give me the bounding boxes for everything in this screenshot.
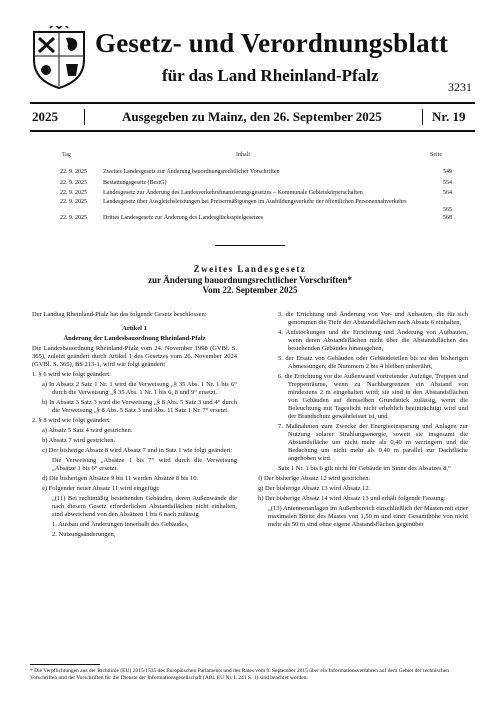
toc-row[interactable] (60, 180, 452, 188)
divider (84, 109, 85, 125)
toc-row[interactable] (60, 190, 452, 198)
list-item: Die Verweisung „Absätze 1 bis 7“ wird durch die Verweisung „Absätze 1 bis 6“ ersetzt. (52, 457, 237, 472)
bottom-rule (30, 130, 475, 132)
issue-date: Ausgegeben zu Mainz, den 26. September 2025 (122, 109, 382, 124)
issue-bar (30, 106, 475, 128)
toc-page: 554 (443, 180, 452, 186)
list-item: 7. Maßnahmen zum Zwecke der Energieeinsparung und Anlagen zur Nutzung solarer Strahlungsenergie, soweit sie insgesamt die Abstandsfläche um nicht mehr als 0,40 m verringern und die Bedachung um nicht mehr als 0,40 m parallel zur Dachfläche angehoben wird. (278, 423, 468, 462)
list-item: g) Der bisherige Absatz 13 wird Absatz 12. (258, 485, 371, 492)
list-item: 2. Nutzungsänderungen, (52, 531, 116, 538)
toc-col-page: Seite (430, 152, 442, 158)
list-item: 1. § 6 wird wie folgt geändert: (32, 371, 111, 378)
masthead-title: Gesetz- und Verordnungsblatt (95, 28, 449, 58)
toc-row[interactable] (60, 215, 452, 223)
toc-title: Bestattungsgesetz (BestG) (103, 180, 167, 186)
toc-date: 22. 9. 2025 (60, 215, 87, 221)
masthead-number: 3231 (448, 80, 472, 94)
toc-title: Landesgesetz über Ausgleichsleistungen bei Preisermäßigungen im Ausbildungsverkehr der öffentlichen Personennahverkehrs (103, 199, 407, 205)
article-subtitle: Änderung der Landesbauordnung Rheinland-Pfalz (63, 335, 206, 342)
list-item: b) Absatz 7 wird gestrichen. (42, 437, 116, 444)
list-item: a) In Absatz 2 Satz 1 Nr. 1 wird die Verweisung „§ 35 Abs. 1 Nr. 1 bis 6“ durch die Verweisung „§ 35 Abs. 1 Nr. 1 bis 6, 8 und 9“ ersetzt. (42, 381, 237, 396)
list-item: „(13) Antennenanlagen im Außenbereich einschließlich der Masten mit einer maximalen Breite des Mastes von 1,50 m und einer Gesamthöhe von nicht mehr als 50 m sind ohne eigene Abstandsflächen gegenüber (268, 505, 468, 528)
toc-page: 564 (443, 190, 452, 196)
section-divider (215, 245, 285, 246)
right-column (258, 311, 468, 531)
toc-date: 22. 9. 2025 (60, 169, 87, 175)
list-item: e) Folgender neuer Absatz 11 wird eingefügt: (42, 485, 160, 492)
toc-col-content: Inhalt (236, 152, 250, 158)
toc-date: 22. 9. 2025 (60, 180, 87, 186)
toc-page: 568 (443, 215, 452, 221)
list-item: c) Der bisherige Absatz 8 wird Absatz 7 und in Satz 1 wie folgt geändert: (42, 447, 233, 454)
issue-year: 2025 (32, 109, 58, 124)
intro-text: Der Landtag Rheinland-Pfalz hat das folgende Gesetz beschlossen: (32, 311, 207, 318)
toc-row[interactable] (60, 169, 452, 177)
list-item: 5. der Ersatz von Gebäuden oder Gebäudeteilen bis zu den bisherigen Abmessungen; die Nummern 2 bis 4 bleiben unberührt, (278, 355, 468, 370)
list-item: b) In Absatz 3 Satz 3 wird die Verweisung „§ 8 Abs. 5 Satz 3 und 4“ durch die Verweisung „§ 8 Abs. 5 Satz 3 und Abs. 11 Satz 1 Nr. 7“ ersetzt. (42, 399, 237, 414)
toc-col-date: Tag (62, 152, 71, 158)
toc-date: 22. 9. 2025 (60, 199, 87, 205)
toc-page: 565 (443, 207, 452, 213)
list-item: f) Der bisherige Absatz 12 wird gestrichen. (258, 475, 371, 482)
state-crest-icon (30, 26, 88, 90)
masthead-subtitle: für das Land Rheinland-Pfalz (162, 66, 379, 85)
list-item: d) Die bisherigen Absätze 9 bis 11 werden Absätze 8 bis 10. (42, 475, 199, 482)
list-item: 1. Ausbau und Änderungen innerhalb des Gebäudes, (52, 521, 189, 528)
list-item: h) Der bisherige Absatz 14 wird Absatz 13 und erhält folgende Fassung: (258, 495, 446, 502)
list-item: Satz 1 Nr. 1 bis 6 gilt nicht für Gebäude im Sinne des Absatzes 8.“ (278, 465, 451, 472)
toc-title: Zweites Landesgesetz zur Änderung bauordnungsrechtlicher Vorschriften (103, 169, 280, 175)
list-item: „(11) Bei rechtmäßig bestehenden Gebäuden, deren Außenwände die nach diesem Gesetz erforderlichen Abstandsflächen nicht einhalten, sind abweichend von den Absätzen 1 bis 6 nach zulässig (52, 495, 237, 518)
issue-number: Nr. 19 (432, 109, 466, 124)
footnote-rule (30, 664, 100, 665)
footnote: * Die Verpflichtungen aus der Richtlinie (EU) 2015/1535 des Europäischen Parlaments und des Rates vom 9. September 2015 über ein Informationsverfahren auf dem Gebiet der technischen Vorschriften und der Vorschriften für die Dienste der Informationsgesellschaft (ABl. EU Nr. L 241 S. 1) sind beachtet worden. (30, 668, 450, 681)
list-item: 2. § 8 wird wie folgt geändert: (32, 417, 111, 424)
toc-row[interactable] (60, 199, 452, 215)
top-rule (30, 102, 475, 104)
article-intro: Die Landesbauordnung Rheinland-Pfalz vom 24. November 1998 (GVBl. S. 365), zuletzt geändert durch Artikel 1 des Gesetzes vom 26. November 2024 (GVBl. S. 365), BS 213-1, wird wie folgt geändert: (32, 345, 237, 368)
law-title-line1: Zweites Landesgesetz (193, 264, 307, 274)
toc-page: 549 (443, 169, 452, 175)
article-title: Artikel 1 (122, 325, 147, 332)
left-column (32, 311, 237, 541)
law-date: Vom 22. September 2025 (202, 285, 298, 295)
list-item: 3. die Errichtung und Änderung von Vor- und Anbauten, die für sich genommen die Tiefe der Abstandsflächen nach Absatz 6 einhalten, (278, 311, 468, 326)
law-title-line2: zur Änderung bauordnungsrechtlicher Vorschriften* (148, 275, 352, 285)
list-item: 6. die Errichtung vor die Außenwand vortretender Aufzüge, Treppen und Treppenräume, wenn zu Nachbargrenzen ein Abstand von mindestens 2 m eingehalten wird; sie sind in den Abstandsflächen von Gebäuden auf demselben Grundstück zulässig, wenn die Beleuchtung mit Tageslicht nicht erheblich beeinträchtigt wird und der Brandschutz gewährleistet ist, und (278, 373, 468, 420)
list-item: 4. Aufstockungen und die Errichtung und Änderung von Aufbauten, wenn deren Abstandsflächen nicht über die Abstandsflächen des bestehenden Gebäudes hinausgehen, (278, 329, 468, 352)
list-item: a) Absatz 5 Satz 4 wird gestrichen. (42, 427, 133, 434)
toc-title: Drittes Landesgesetz zur Änderung des Landesglücksspielgesetzes (103, 215, 264, 221)
divider (422, 109, 423, 125)
toc-date: 22. 9. 2025 (60, 190, 87, 196)
toc-title: Landesgesetz zur Änderung des Landesverkehrsfinanzierungsgesetzes – Kommunale Gebietskörperschaften (103, 190, 363, 196)
